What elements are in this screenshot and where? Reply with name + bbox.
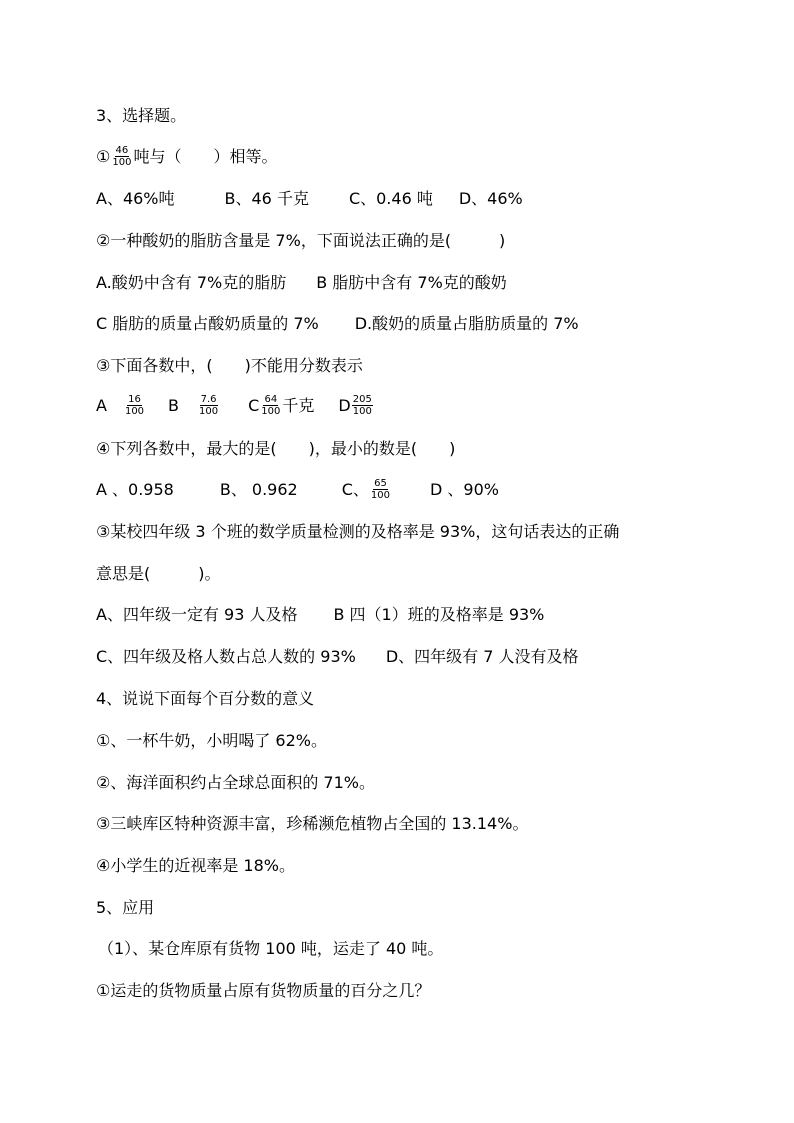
question-3-1: ① $\frac{46}{100}$ 吨与（ ）相等。 [96, 145, 278, 168]
option-d: D 、90% [430, 480, 499, 499]
question-3-2: ②一种酸奶的脂肪含量是 7%，下面说法正确的是( ) [96, 231, 506, 250]
section-4-heading: 4、说说下面每个百分数的意义 [96, 689, 315, 708]
fraction: $\frac{46}{100}$ [112, 145, 132, 168]
option-d: D、四年级有 7 人没有及格 [385, 647, 579, 666]
section-4-item: ①、一杯牛奶，小明喝了 62%。 [96, 731, 327, 750]
option-b: B、46 千克 [224, 189, 309, 208]
option-c: C 脂肪的质量占酸奶质量的 7% [96, 314, 319, 333]
option-a: A、46%吨 [96, 189, 175, 208]
question-3-3: ③下面各数中，( )不能用分数表示 [96, 356, 363, 375]
option-b: B 四（1）班的及格率是 93% [333, 605, 545, 624]
question-3-5-options-cd [96, 646, 579, 668]
question-3-5-line-2: 意思是( )。 [96, 564, 221, 583]
option-a: A 、0.958 [96, 480, 174, 499]
question-3-4: ④下列各数中，最大的是( )，最小的数是( ) [96, 439, 456, 458]
question-3-5-line-1: ③某校四年级 3 个班的数学质量检测的及格率是 93%，这句话表达的正确 [96, 522, 620, 541]
fraction: $\frac{205}{100}$ [352, 394, 372, 417]
option-c: C、0.46 吨 [348, 189, 433, 208]
fraction: $\frac{7.6}{100}$ [199, 394, 219, 417]
option-c: C、四年级及格人数占总人数的 93% [96, 647, 356, 666]
question-3-2-options-ab [96, 272, 507, 294]
question-3-1-options [96, 188, 523, 210]
fraction: $\frac{64}{100}$ [261, 394, 281, 417]
section-3-heading: 3、选择题。 [96, 106, 187, 125]
section-4-item: ④小学生的近视率是 18%。 [96, 856, 295, 875]
question-3-4-options: A 、0.958 B、 0.962 C、 $\frac{65}{100}$ D 、90% [96, 478, 499, 501]
option-a: A、四年级一定有 93 人及格 [96, 605, 298, 624]
option-b: B 脂肪中含有 7%克的酸奶 [316, 273, 507, 292]
option-a: A.酸奶中含有 7%克的脂肪 [96, 273, 287, 292]
section-5-question-1: ①运走的货物质量占原有货物质量的百分之几？ [96, 981, 431, 1000]
option-d: D.酸奶的质量占脂肪质量的 7% [354, 314, 579, 333]
question-3-3-options: A $\frac{16}{100}$ B $\frac{7.6}{100}$ C $\frac{64}{100}$ 千克 D $\frac{205}{100}$ [96, 394, 372, 417]
option-d: D、46% [458, 189, 523, 208]
section-4-item: ③三峡库区特种资源丰富，珍稀濒危植物占全国的 13.14%。 [96, 814, 529, 833]
section-5-heading: 5、应用 [96, 898, 155, 917]
question-3-2-options-cd [96, 313, 579, 335]
section-4-item: ②、海洋面积约占全球总面积的 71%。 [96, 773, 375, 792]
option-b: B、 0.962 [219, 480, 298, 499]
fraction: $\frac{16}{100}$ [124, 394, 145, 417]
section-5-problem: （1）、某仓库原有货物 100 吨，运走了 40 吨。 [98, 939, 444, 958]
fraction: $\frac{65}{100}$ [370, 478, 390, 501]
question-3-5-options-ab [96, 604, 544, 626]
